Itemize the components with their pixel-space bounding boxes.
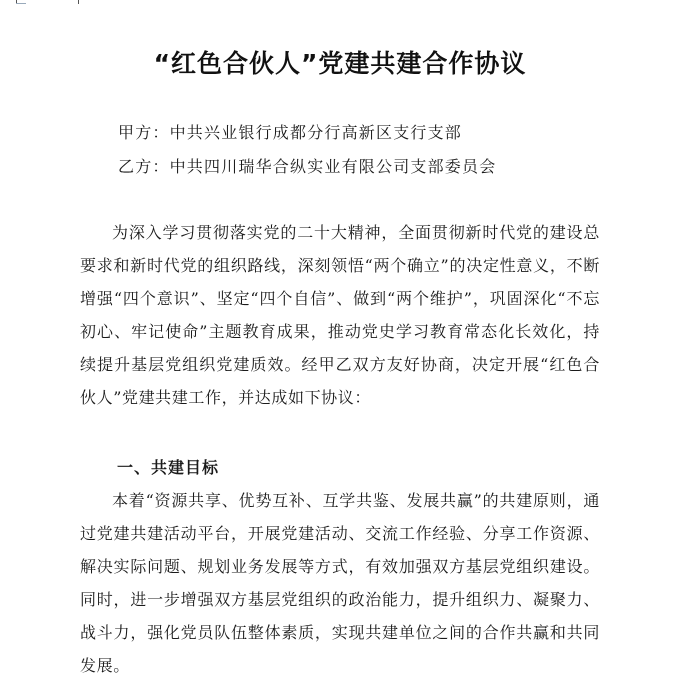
section-1-paragraph: 本着“资源共享、优势互补、互学共鉴、发展共赢”的共建原则，通过党建共建活动平台，开展党建活动、交流工作经验、分享工作资源、解决实际问题、规划业务发展等方式，有效加强双方基层党组织建设。同时，进一步增强双方基层党组织的政治能力，提升组织力、凝聚力、战斗力，强化党员队伍整体素质，实现共建单位之间的合作共赢和共同发展。	[80, 491, 600, 675]
section-1-body	[80, 484, 600, 682]
party-b-line: 乙方：中共四川瑞华合纵实业有限公司支部委员会	[118, 157, 497, 176]
section-1-heading: 一、共建目标	[117, 458, 220, 477]
page-corner-mark	[16, 0, 80, 4]
corner-tick-right	[78, 0, 79, 4]
intro-paragraph: 为深入学习贯彻落实党的二十大精神，全面贯彻新时代党的建设总要求和新时代党的组织路线，深刻领悟“两个确立”的决定性意义，不断增强“四个意识”、坚定“四个自信”、做到“两个维护”，巩固深化“不忘初心、牢记使命”主题教育成果，推动党史学习教育常态化长效化，持续提升基层党组织党建质效。经甲乙双方友好协商，决定开展“红色合伙人”党建共建工作，并达成如下协议：	[80, 223, 600, 407]
corner-tick-underline	[16, 3, 26, 4]
document-title: “红色合伙人”党建共建合作协议	[153, 49, 527, 78]
party-a-line: 甲方：中共兴业银行成都分行高新区支行支部	[118, 123, 463, 142]
intro-section	[80, 216, 600, 414]
